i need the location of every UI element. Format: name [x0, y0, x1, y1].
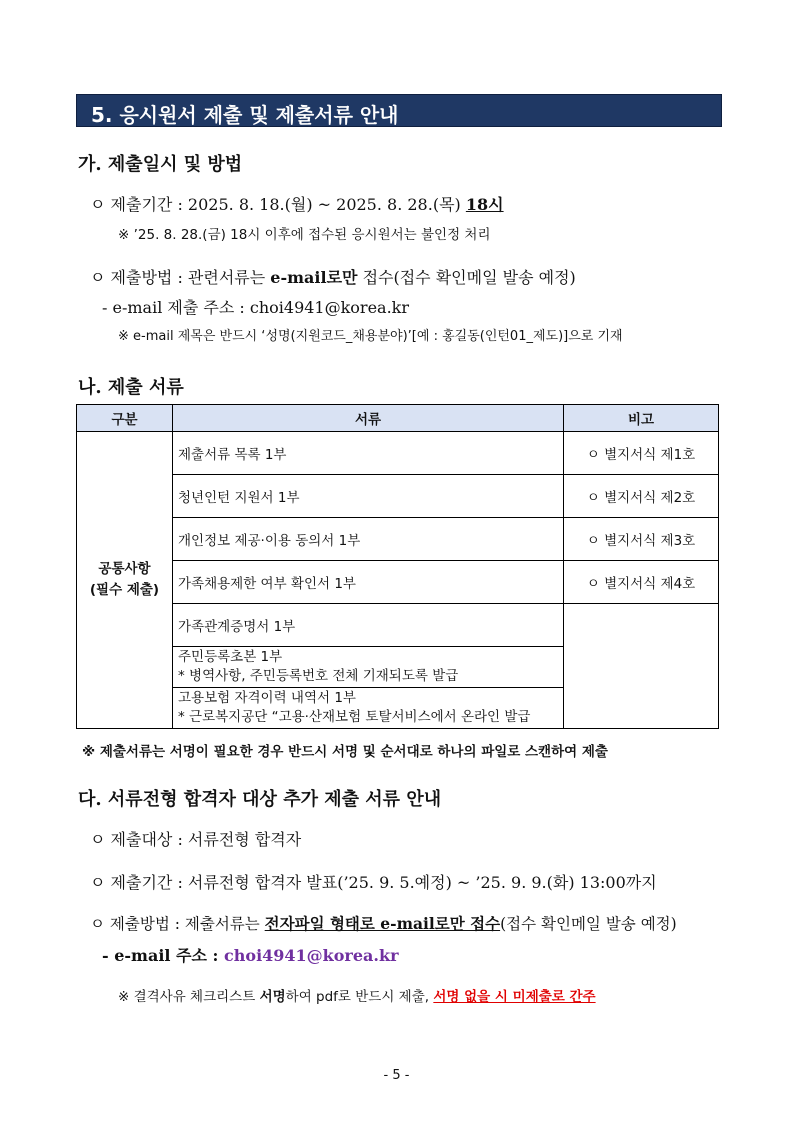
table-row	[77, 518, 719, 561]
section-title: 5. 응시원서 제출 및 제출서류 안내	[91, 103, 399, 127]
doc-detail: * 병역사항, 주민등록번호 전체 기재되도록 발급	[178, 668, 459, 684]
table-row	[77, 561, 719, 604]
remark-cell: ㅇ 별지서식 제4호	[564, 561, 719, 604]
doc-title: 고용보험 자격이력 내역서 1부	[178, 690, 356, 706]
doc-cell: 개인정보 제공·이용 동의서 1부	[173, 518, 564, 561]
category-cell	[77, 432, 173, 729]
doc-detail: * 근로복지공단 “고용·산재보험 토탈서비스에서 온라인 발급	[178, 709, 531, 725]
heading-da: 다. 서류전형 합격자 대상 추가 제출 서류 안내	[78, 789, 442, 810]
submission-method-2	[90, 912, 677, 934]
submission-deadline: 18시	[465, 195, 504, 214]
doc-cell: 청년인턴 지원서 1부	[173, 475, 564, 518]
documents-table	[76, 404, 719, 729]
remark-empty-cell	[564, 604, 719, 729]
doc-cell: 가족채용제한 여부 확인서 1부	[173, 561, 564, 604]
table-header-row	[77, 405, 719, 432]
remark-cell: ㅇ 별지서식 제1호	[564, 432, 719, 475]
email-subject-note: ※ e-mail 제목은 반드시 ‘성명(지원코드_채용분야)’[예 : 홍길동(인턴01_제도)]으로 기재	[118, 329, 623, 344]
email-value[interactable]: choi4941@korea.kr	[224, 946, 399, 965]
submission-period-text: ㅇ 제출기간 : 2025. 8. 18.(월) ~ 2025. 8. 28.(목)	[90, 195, 461, 214]
header-document: 서류	[173, 405, 564, 432]
note-mid: 하여 pdf로 반드시 제출,	[285, 989, 434, 1005]
section-title-bar	[76, 94, 722, 127]
method-suffix: 접수(접수 확인메일 발송 예정)	[357, 268, 576, 287]
submission-period	[90, 192, 504, 215]
note-prefix: ※ 결격사유 체크리스트	[118, 989, 260, 1005]
method2-bold: 전자파일 형태로 e-mail로만 접수	[264, 914, 501, 933]
method2-prefix: ㅇ 제출방법 : 제출서류는	[90, 915, 265, 933]
email-label: - e-mail 주소 :	[102, 946, 225, 965]
remark-cell: ㅇ 별지서식 제3호	[564, 518, 719, 561]
period-note: ※ ’25. 8. 28.(금) 18시 이후에 접수된 응시원서는 불인정 처리	[118, 227, 491, 243]
category-line2: (필수 제출)	[89, 582, 160, 598]
doc-title: 주민등록초본 1부	[178, 649, 283, 665]
header-category: 구분	[77, 405, 173, 432]
header-remark: 비고	[564, 405, 719, 432]
note-warning: 서명 없을 시 미제출로 간주	[433, 989, 596, 1005]
submission-period-2: ㅇ 제출기간 : 서류전형 합격자 발표(’25. 9. 5.예정) ~ ’25. 9. 9.(화) 13:00까지	[90, 873, 657, 892]
heading-na: 나. 제출 서류	[78, 377, 184, 398]
doc-cell	[173, 647, 564, 688]
method2-suffix: (접수 확인메일 발송 예정)	[500, 915, 677, 933]
table-footnote: ※ 제출서류는 서명이 필요한 경우 반드시 서명 및 순서대로 하나의 파일로 스캔하여 제출	[82, 744, 608, 760]
remark-cell: ㅇ 별지서식 제2호	[564, 475, 719, 518]
email-line-2	[102, 943, 399, 966]
table-row	[77, 475, 719, 518]
table-row	[77, 432, 719, 475]
doc-cell: 가족관계증명서 1부	[173, 604, 564, 647]
table-row	[77, 604, 719, 647]
note-bold: 서명	[259, 989, 286, 1005]
checklist-note	[118, 985, 596, 1005]
submission-target: ㅇ 제출대상 : 서류전형 합격자	[90, 830, 302, 849]
method-prefix: ㅇ 제출방법 : 관련서류는	[90, 268, 271, 287]
category-line1: 공통사항	[98, 561, 151, 577]
doc-cell: 제출서류 목록 1부	[173, 432, 564, 475]
doc-cell	[173, 688, 564, 729]
heading-ga: 가. 제출일시 및 방법	[78, 154, 243, 175]
submission-method	[90, 265, 576, 288]
page-number: - 5 -	[383, 1068, 410, 1083]
method-bold: e-mail로만	[270, 268, 358, 287]
email-address-line: - e-mail 제출 주소 : choi4941@korea.kr	[102, 298, 410, 317]
